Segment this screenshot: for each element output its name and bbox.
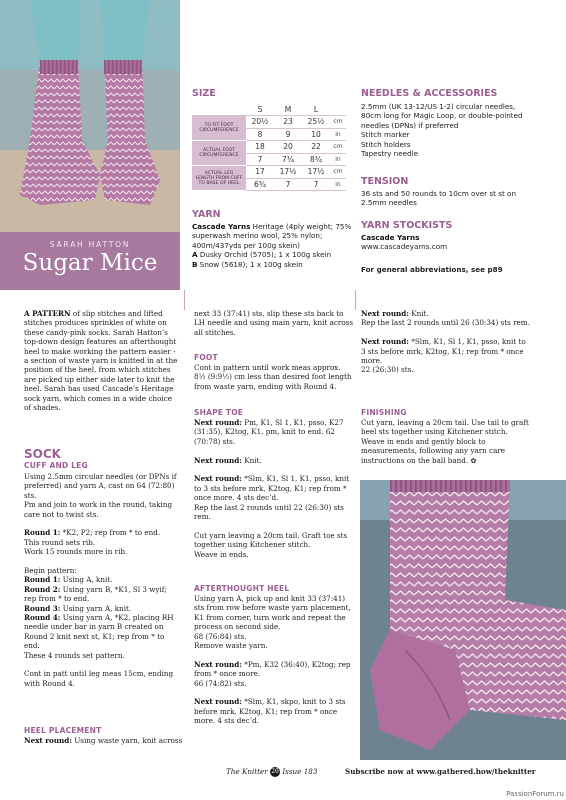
row-label: ACTUAL FOOT CIRCUMFERENCE [192,141,246,166]
afterthought-heel-text [194,594,354,726]
paragraph: Rep the last 2 rounds until 26 (30:34) sts rem. [361,318,530,328]
round-text: Using A, knit. [60,575,113,585]
cell: 6¾ [246,178,274,191]
table-row [192,141,346,154]
yarn-brand: Cascade Yarns [192,222,251,231]
needles-heading: NEEDLES & ACCESSORIES [361,88,498,99]
needles-list [361,102,531,158]
paragraph: Cut yarn, leaving a 20cm tail. Use tail to graft heel sts together using Kitchener stitch. Weave in ends and gently block to measurements, following any yarn care instructions on the ball band. [361,418,529,465]
round-text: Using waste yarn, knit across [71,736,183,745]
unit: cm [330,116,346,129]
round-text: *Slm, K1, Sl 1, K1, psso, knit to 3 sts before mrk, K2tog, K1; rep from * once more. 4 sts dec’d. [194,474,350,503]
round-label: Round 1: [24,528,61,538]
divider [355,290,356,310]
round-label: Next round: [361,337,409,347]
round-text: Using yarn A, knit. [60,603,132,613]
paragraph: 68 (76:84) sts. [194,631,247,641]
yarn-desc: Heritage (4ply weight; 75% superwash merino wool, 25% nylon; 400m/437yds per 100g skein) [192,222,352,250]
round-label: Next round: [194,455,242,465]
footer-issue [226,767,317,777]
finishing-text [361,418,533,465]
size-table [192,103,346,191]
size-col-s: S [246,103,274,116]
tension-heading: TENSION [361,176,409,187]
cell: 7 [302,178,330,191]
page-number: 26 [271,768,279,775]
stockist-name: Cascade Yarns [361,233,420,242]
paragraph: 66 (74:82) sts. [194,678,247,688]
paragraph: 22 (26:30) sts. [361,365,414,375]
row-label: ACTUAL LEG LENGTH FROM CUFF TO BASE OF HEEL [192,166,246,191]
paragraph: Using 2.5mm circular needles (or DPNs if preferred) and yarn A, cast on 64 (72:80) sts. [24,472,177,500]
cell: 17½ [274,166,302,179]
round-label: Round 4: [24,613,61,623]
cell: 20½ [246,116,274,129]
stockists-heading: YARN STOCKISTS [361,220,453,231]
cell: 25½ [302,116,330,129]
end-mark: ✿ [470,455,477,465]
round-label: Next round: [194,474,242,484]
cell: 8 [246,128,274,141]
designer-name: SARAH HATTON [49,240,131,249]
round-label: Next round: [194,697,242,707]
round-text: *K2, P2; rep from * to end. [60,528,161,538]
paragraph: next 33 (37:41) sts, slip these sts back to LH needle and using main yarn, knit across all stitches. [194,309,354,337]
foot-heading: FOOT [194,353,218,362]
sock-photo-bottom [360,480,566,760]
afterthought-heel-heading: AFTERTHOUGHT HEEL [194,584,290,593]
foot-text: Cont in pattern until work meas approx. 8½ (9:9½) cm less than desired foot length from waste yarn, ending with Round 4. [194,363,352,391]
paragraph: Pm and join to work in the round, taking care not to twist sts. [24,500,173,519]
finishing-heading: FINISHING [361,408,407,417]
yarn-block [192,222,354,269]
round-text: *Pm, K32 (36:40), K2tog; rep from * once more. [194,659,351,679]
round-text: *Slm, K1, Sl 1, K1, psso, knit to 3 sts before mrk, K2tog, K1; rep from * once more. [361,337,526,366]
pattern-title: Sugar Mice [22,250,158,276]
round-text: *Slm, K1, skpo, knit to 3 sts before mrk, K2tog, K1; rep from * once more. 4 sts dec’d. [194,697,346,726]
round-label: Next round: [24,736,72,745]
cell: 7¾ [274,153,302,166]
heel-placement-heading: HEEL PLACEMENT [24,726,102,735]
list-item: Stitch holders [361,139,411,149]
round-label: Next round: [194,659,242,669]
paragraph: Cont in patt until leg meas 15cm, ending with Round 4. [24,669,174,688]
cell: 18 [246,141,274,154]
paragraph: Using yarn A, pick up and knit 33 (37:41) sts from row before waste yarn placement, K1 from corner, turn work and repeat the process on second side. [194,594,351,632]
column-3 [361,309,531,384]
divider [184,290,185,310]
cuff-instructions [24,472,179,698]
magazine-name: The Knitter [226,767,268,776]
list-item: Stitch marker [361,130,410,140]
watermark: PassionForum.ru [506,790,564,798]
size-heading: SIZE [192,88,216,99]
round-text: Using yarn B, *K1, Sl 3 wyif; rep from * to end. [24,584,167,604]
table-row [192,166,346,179]
round-label: Next round: [194,418,242,427]
round-text: Using yarn A, *K2, placing RH needle under bar in yarn B created on Round 2 knit next st, K1; rep from * to end. [24,613,174,651]
paragraph: This round sets rib. [24,537,96,547]
issue-number: Issue 183 [282,767,318,776]
socks-photo-top [0,0,180,232]
cell: 20 [274,141,302,154]
cell: 8¾ [302,153,330,166]
cell: 7 [246,153,274,166]
shape-toe-heading: SHAPE TOE [194,408,244,417]
intro-text: of slip stitches and lifted stitches produces sprinkles of white on these candy-pink socks. Sarah Hatton’s top-down design features an afterthought heel to make working the pattern easier - a section of waste yarn is knitted in at the position of the heel, from which stitches are picked up either side later to knit the heel. Sarah has used Cascade’s Heritage sock yarn, which comes in a wide choice of shades. [24,309,178,413]
cell: 10 [302,128,330,141]
yarn-a-key: A [192,250,198,260]
cell: 17½ [302,166,330,179]
round-text: Pm, K1, Sl 1, K1, psso, K27 (31:35), K2tog, K1, pm, knit to end. 62 (70:78) sts. [194,418,344,446]
unit: in [330,178,346,191]
cell: 17 [246,166,274,179]
paragraph: Rep the last 2 rounds until 22 (26:30) sts rem. [194,502,344,522]
cell: 7 [274,178,302,191]
paragraph: These 4 rounds set pattern. [24,650,125,660]
unit: in [330,153,346,166]
list-item: Tapestry needle [361,149,419,159]
round-text: Knit. [241,455,262,465]
shape-toe-text [194,418,354,568]
table-row [192,116,346,129]
yarn-b-key: B [192,259,198,269]
cell: 22 [302,141,330,154]
unit: cm [330,166,346,179]
unit: in [330,128,346,141]
footer-subscribe[interactable]: Subscribe now at www.gathered.how/theknitter [345,767,536,776]
intro-paragraph [24,309,179,412]
cell: 9 [274,128,302,141]
column-1 [24,309,179,422]
paragraph: Remove waste yarn. [194,641,268,651]
size-table-header [192,103,346,116]
abbreviations-note: For general abbreviations, see p89 [361,265,503,274]
stockists-block [361,233,551,252]
yarn-a: Dusky Orchid (5705); 1 x 100g skein [197,250,332,260]
list-item: 2.5mm (UK 13-12/US 1-2) circular needles, 80cm long for Magic Loop, or double-pointed needles (DPNs) if preferred [361,102,523,130]
sock-heading: SOCK [24,447,61,461]
paragraph: Cut yarn leaving a 20cm tail. Graft toe sts together using Kitchener stitch. [194,530,348,550]
row-label: TO FIT FOOT CIRCUMFERENCE [192,116,246,141]
intro-lead: A PATTERN [24,309,71,318]
size-col-m: M [274,103,302,116]
heel-placement-text [24,736,184,745]
yarn-heading: YARN [192,209,221,220]
round-label: Round 1: [24,575,61,585]
round-text: Knit. [408,309,429,318]
paragraph: Weave in ends. [194,549,249,559]
paragraph: Work 15 rounds more in rib. [24,547,128,557]
unit: cm [330,141,346,154]
round-label: Round 3: [24,603,61,613]
stockist-url[interactable]: www.cascadeyarns.com [361,242,448,252]
round-label: Next round: [361,309,409,318]
size-col-l: L [302,103,330,116]
yarn-b: Snow (5618); 1 x 100g skein [197,259,303,269]
tension-text: 36 sts and 50 rounds to 10cm over st st on 2.5mm needles [361,189,517,208]
cell: 23 [274,116,302,129]
column-2 [194,309,354,347]
paragraph: Begin pattern: [24,566,77,576]
cuff-heading: CUFF AND LEG [24,461,88,470]
round-label: Round 2: [24,584,61,594]
